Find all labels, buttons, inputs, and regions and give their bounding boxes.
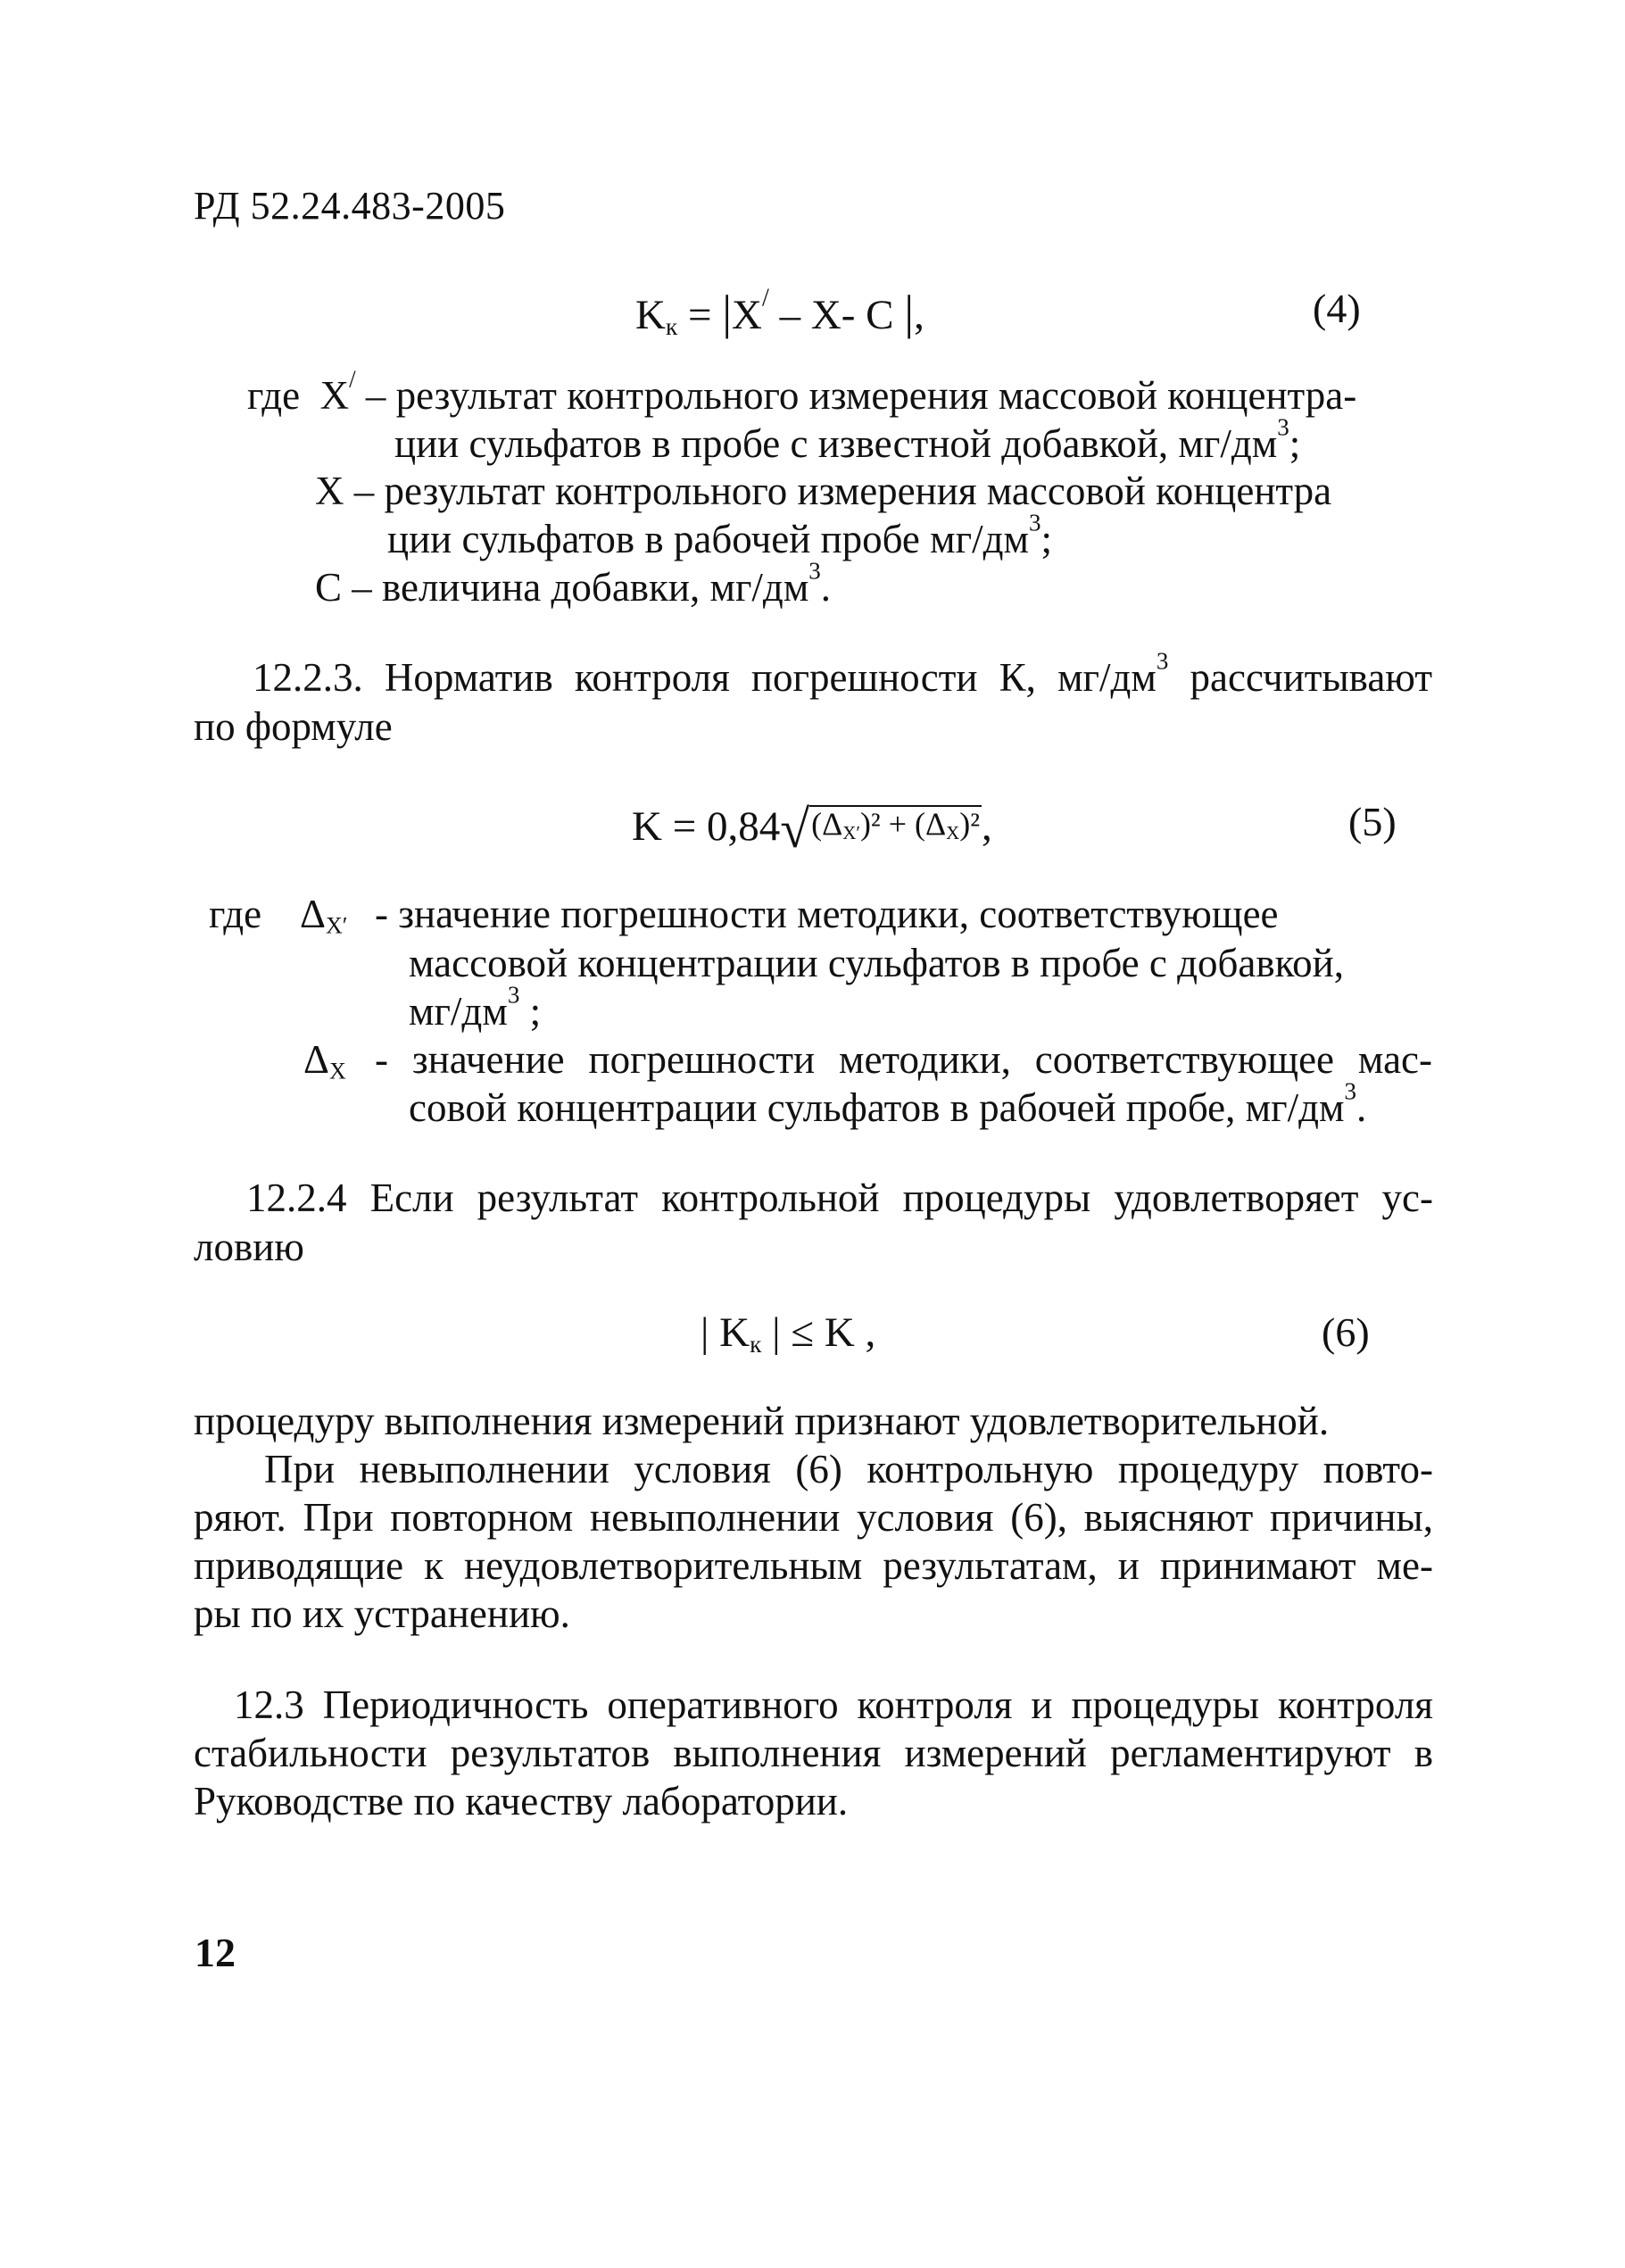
formula-5-radicand-mid: )² + (Δ — [859, 806, 947, 842]
formula-5-radicand-sub-2: X — [946, 822, 960, 844]
formula-4-number: (4) — [1313, 286, 1361, 331]
formula-5-radicand — [809, 805, 982, 843]
where-4-x-text-2: ции сульфатов в рабочей пробе мг/дм — [387, 517, 1029, 561]
formula-4-body: – X- C — [768, 292, 905, 338]
where-4-c-end: . — [820, 565, 832, 610]
where-5-dxp-end: ; — [519, 989, 542, 1034]
where-4-c-text: C – величина добавки, мг/дм — [315, 565, 809, 610]
formula-4-k-sub: к — [665, 312, 678, 340]
where-4-x-sup: 3 — [1028, 509, 1041, 536]
where-5-dxp-delta: Δ — [300, 892, 326, 936]
where-4-x-line-1: X – результат контрольного измерения массовой концентра — [315, 469, 1332, 513]
where-4-line-2 — [394, 413, 1301, 468]
where-4-x-prime-symbol: X — [319, 373, 350, 418]
formula-6-abs-open: | — [701, 1309, 709, 1356]
where-5-dxp-sup: 3 — [507, 981, 520, 1009]
conclusion-para-line-1: При невыполнении условия (6) контрольную процедуру повто- — [264, 1447, 1433, 1491]
where-4-x-line-2 — [387, 509, 1052, 563]
where-4-c-sup: 3 — [808, 557, 821, 585]
formula-4-abs-close: | — [904, 286, 915, 339]
para-12-2-4-line-1: 12.2.4 Если результат контрольной процедуры удовлетворяет ус- — [246, 1176, 1433, 1220]
where-4-x-prime-sup-2: 3 — [1277, 413, 1289, 441]
where-5-dx-text: совой концентрации сульфатов в рабочей пробе, мг/дм — [409, 1085, 1345, 1130]
para-12-3-line-1: 12.3 Периодичность оперативного контроля и процедуры контроля — [234, 1682, 1433, 1727]
where-5-dx-delta: Δ — [303, 1037, 329, 1082]
formula-6-k-sub: к — [750, 1330, 762, 1358]
para-12-2-3-sup: 3 — [1156, 647, 1169, 675]
document-code: РД 52.24.483-2005 — [194, 184, 506, 228]
formula-4-k: K — [635, 292, 666, 338]
where-5-dxp-symbol — [300, 890, 348, 938]
conclusion-para-line-4: ры по их устранению. — [194, 1591, 570, 1636]
formula-6-rest: ≤ K , — [791, 1309, 876, 1356]
formula-4-x-prime-sup: / — [761, 284, 769, 312]
where-5-dx-line-1: - значение погрешности методики, соответствующее мас- — [375, 1037, 1432, 1082]
conclusion-para-line-2: ряют. При повторном невыполнении условия (6), выясняют причины, — [194, 1495, 1433, 1540]
formula-4-eq: = — [677, 292, 723, 338]
formula-5-sqrt — [780, 797, 982, 861]
where-5-dx-end: . — [1356, 1085, 1367, 1130]
formula-6 — [701, 1308, 875, 1358]
formula-4 — [635, 284, 924, 342]
where-5-dx-sub: X — [328, 1058, 346, 1084]
where-5-dxp-line-1: - значение погрешности методики, соответствующее — [375, 892, 1279, 936]
formula-5-comma: , — [982, 803, 992, 850]
page-number: 12 — [195, 1930, 236, 1975]
formula-5-radicand-sub-1: X′ — [842, 822, 860, 844]
where-5-label: где — [209, 892, 262, 936]
para-12-2-3-text: 12.2.3. Норматив контроля погрешности К, мг/дм — [253, 655, 1157, 700]
para-12-3-line-2: стабильности результатов выполнения измерений регламентируют в — [194, 1731, 1433, 1775]
formula-5-radicand-end: )² — [959, 806, 981, 842]
para-12-2-3-text-end: рассчитывают — [1168, 655, 1432, 700]
conclusion-line-1: процедуру выполнения измерений признают удовлетворительной. — [194, 1399, 1330, 1443]
where-4-x-prime-sup: / — [349, 365, 356, 393]
formula-6-k: K — [719, 1309, 750, 1356]
formula-4-abs-open: | — [722, 286, 733, 339]
para-12-2-3-line-2: по формуле — [194, 704, 393, 749]
where-4-x-prime-text: – результат контрольного измерения массовой концентра- — [355, 373, 1357, 418]
where-4-label: где — [247, 373, 301, 418]
para-12-2-4-line-2: ловию — [194, 1225, 304, 1269]
where-4-c-line — [315, 557, 832, 611]
where-5-dx-line-2 — [409, 1077, 1367, 1132]
para-12-3-line-3: Руководстве по качеству лаборатории. — [194, 1779, 849, 1824]
where-5-dxp-sub: X′ — [325, 912, 348, 939]
where-5-dx-symbol — [303, 1035, 346, 1084]
where-5-dxp-line-2: массовой концентрации сульфатов в пробе с добавкой, — [409, 941, 1345, 985]
where-4-x-prime-text-2: ции сульфатов в пробе с известной добавкой, мг/дм — [394, 421, 1278, 466]
formula-5-lhs: K = 0,84 — [632, 803, 781, 850]
formula-5-number: (5) — [1348, 799, 1397, 844]
where-5-dx-sup: 3 — [1344, 1077, 1356, 1105]
where-4-x-end: ; — [1040, 517, 1052, 561]
where-5-dxp-unit: мг/дм — [409, 989, 508, 1034]
para-12-2-3-line-1 — [253, 647, 1432, 702]
formula-6-abs-close: | — [772, 1309, 781, 1356]
formula-4-x-prime: X — [732, 292, 762, 338]
formula-5-radical: √ — [780, 800, 810, 859]
where-4-x-prime-end: ; — [1289, 421, 1301, 466]
where-5-dxp-line-3 — [409, 981, 542, 1035]
formula-4-comma: , — [914, 292, 924, 338]
where-4-line-1 — [247, 365, 1357, 420]
formula-6-number: (6) — [1322, 1309, 1370, 1355]
formula-5-radicand-a: (Δ — [811, 806, 843, 842]
conclusion-para-line-3: приводящие к неудовлетворительным результатам, и принимают ме- — [194, 1543, 1433, 1588]
formula-5 — [632, 797, 992, 861]
